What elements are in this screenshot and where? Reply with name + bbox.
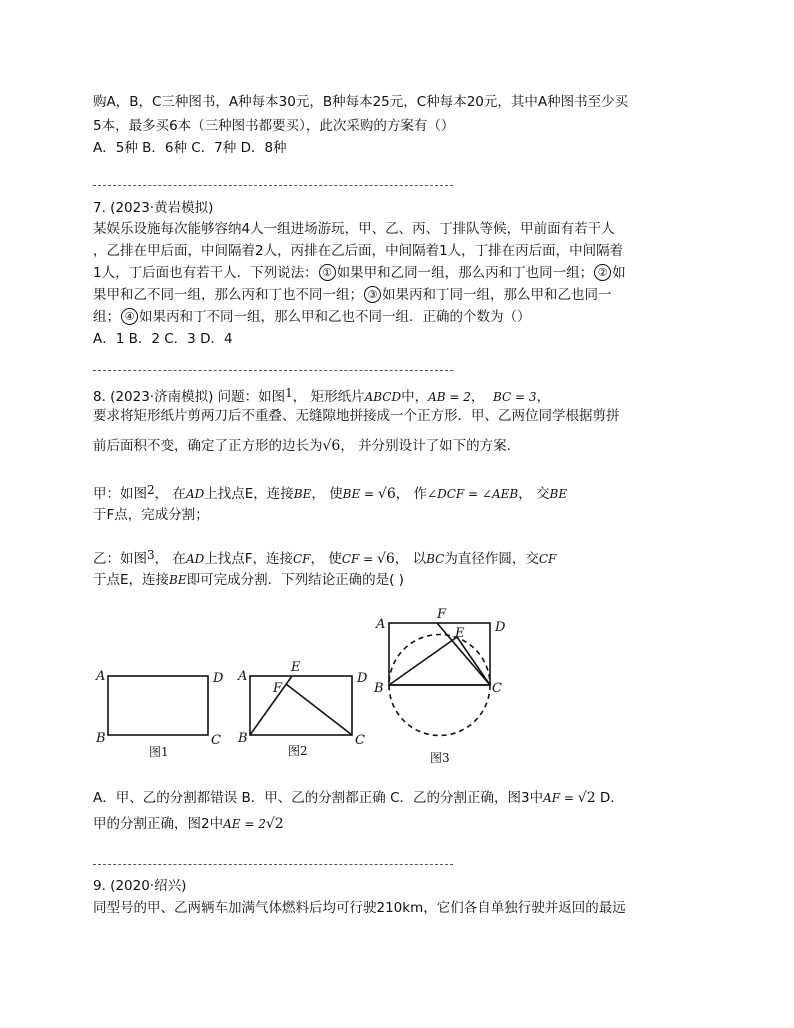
q8-text: ， 使 <box>310 551 342 567</box>
math-abcd: ABCD <box>364 390 402 404</box>
separator <box>93 185 453 186</box>
q7-text: 如果丙和丁不同一组，那么甲和乙也不同一组．正确的个数为（） <box>139 309 531 325</box>
fig3-label-a: A <box>376 617 386 632</box>
fig3-caption: 图3 <box>430 751 450 765</box>
fig1-caption: 图1 <box>149 745 169 759</box>
q8-options-line-1 <box>93 788 624 808</box>
geometry-figures <box>0 600 794 770</box>
separator <box>93 370 453 371</box>
math-be: BE <box>169 573 187 587</box>
q8-text: ， 并分别设计了如下的方案. <box>340 438 511 454</box>
q6-options: A．5种 B．6种 C．7种 D．8种 <box>93 140 287 156</box>
fig2-label-d: D <box>357 671 368 686</box>
q7-text: 如果丙和丁同一组，那么甲和乙也同一 <box>382 287 612 303</box>
math-sqrt6: √6 <box>377 486 396 502</box>
q7-text: 果甲和乙不同一组，那么丙和丁也不同一组； <box>93 287 363 303</box>
circled-number-4: ④ <box>121 308 138 325</box>
q7-line-2: ，乙排在甲后面，中间隔着2人，丙排在乙后面，中间隔着1人，丁排在丙后面，中间隔着 <box>93 243 624 259</box>
math-sqrt6: √6 <box>322 438 341 454</box>
fig2-line-fc <box>286 684 352 735</box>
math-ab-eq: AB = 2 <box>428 390 471 404</box>
q8-options-text: A．甲、乙的分割都错误 B．甲、乙的分割都正确 C．乙的分割正确，图3中 <box>93 790 544 806</box>
q8-jia-line-2: 于F点，完成分割； <box>93 507 209 523</box>
q7-header: 7. (2023·黄岩模拟) <box>93 200 214 216</box>
fig3-label-c: C <box>492 681 502 696</box>
fig2-label-f: F <box>273 681 283 696</box>
fig1-label-d: D <box>213 671 224 686</box>
q8-line-1 <box>93 383 550 407</box>
q7-text: 如 <box>612 265 626 281</box>
q8-yi-line-1 <box>93 545 556 569</box>
math-bc: BC <box>426 552 445 566</box>
q8-text: 前后面积不变，确定了正方形的边长为 <box>93 438 323 454</box>
q8-options-text: 甲的分割正确，图2中 <box>93 816 224 832</box>
q8-text: 于点E，连接 <box>93 572 170 588</box>
math-sqrt2: √2 <box>577 790 596 806</box>
q8-text: ， <box>470 389 485 405</box>
q8-text: 上找点E，连接 <box>204 486 294 502</box>
math-ae-eq: AE = 2 <box>223 817 266 831</box>
q7-text: 组； <box>93 309 120 325</box>
q7-line-5 <box>93 307 531 327</box>
q8-text: ， 使 <box>311 486 343 502</box>
fig1-label-a: A <box>96 669 106 684</box>
q8-text: ， 在 <box>154 486 186 502</box>
q6-line-1: 购A，B，C三种图书，A种每本30元，B种每本25元，C种每本20元，其中A种图书至少买 <box>93 94 629 110</box>
q8-options-line-2 <box>93 814 284 834</box>
math-be: BE <box>549 487 568 501</box>
fig3-rectangle <box>389 623 490 685</box>
fig1-label-b: B <box>96 731 106 746</box>
fig3-label-e: E <box>455 626 465 641</box>
separator <box>93 864 453 865</box>
math-be-eq: BE = <box>342 487 378 501</box>
fig2-rectangle <box>250 676 352 735</box>
fig3-label-d: D <box>495 620 506 635</box>
q6-line-2: 5本，最多买6本（三种图书都要买），此次采购的方案有（） <box>93 118 455 134</box>
fig2-label-a: A <box>238 669 248 684</box>
q7-options: A．1 B．2 C．3 D．4 <box>93 331 233 347</box>
fig2-label-e: E <box>291 660 301 675</box>
q8-header: 8. (2023·济南模拟) 问题：如图 <box>93 389 286 405</box>
fig-ref: 2 <box>147 483 155 497</box>
q8-jia-line-1 <box>93 480 567 504</box>
math-cf: CF <box>293 552 311 566</box>
q8-text: ， 以 <box>394 551 427 567</box>
circled-number-3: ③ <box>364 286 381 303</box>
q8-text: ， 矩形纸片 <box>292 389 365 405</box>
q9-line-1: 同型号的甲、乙两辆车加满气体燃料后均可行驶210km，它们各自单独行驶并返回的最远 <box>93 900 626 916</box>
q9-header: 9. (2020·绍兴) <box>93 878 187 894</box>
fig3-label-f: F <box>437 607 447 622</box>
fig3-line-be <box>389 637 457 685</box>
q8-text: 甲：如图 <box>93 486 147 502</box>
q7-line-3 <box>93 263 626 283</box>
fig2-line-be <box>250 676 292 735</box>
q8-text: 乙：如图 <box>93 551 147 567</box>
q8-text: 为直径作圆，交 <box>444 551 539 567</box>
math-bc-eq: BC = 3 <box>493 390 537 404</box>
fig1-rectangle <box>108 676 208 735</box>
q8-text: 即可完成分割．下列结论正确的是( ) <box>186 572 404 588</box>
fig3-line-ec <box>457 637 490 685</box>
math-be: BE <box>293 487 312 501</box>
q8-text: ， 交 <box>518 486 550 502</box>
q8-line-2: 要求将矩形纸片剪两刀后不重叠、无缝隙地拼接成一个正方形．甲、乙两位同学根据剪拼 <box>93 408 620 424</box>
fig-ref: 3 <box>147 548 155 562</box>
math-angle-eq: ∠DCF = ∠AEB <box>427 487 519 501</box>
q8-line-3 <box>93 436 511 456</box>
q7-text: 如果甲和乙同一组，那么丙和丁也同一组； <box>336 265 594 281</box>
q8-yi-line-2 <box>93 570 404 590</box>
fig3-label-b: B <box>374 681 384 696</box>
fig1-label-c: C <box>211 733 221 748</box>
math-af-eq: AF = <box>543 791 578 805</box>
circled-number-2: ② <box>594 264 611 281</box>
q8-text: ， 在 <box>154 551 186 567</box>
q8-text: 中， <box>401 389 429 405</box>
math-cf-eq: CF = <box>341 552 378 566</box>
fig2-label-b: B <box>238 731 248 746</box>
fig2-label-c: C <box>355 733 365 748</box>
q7-line-1: 某娱乐设施每次能够容纳4人一组进场游玩，甲、乙、丙、丁排队等候，甲前面有若干人 <box>93 221 615 237</box>
math-ad: AD <box>185 552 205 566</box>
circled-number-1: ① <box>319 264 336 281</box>
q7-line-4 <box>93 285 612 305</box>
math-cf: CF <box>538 552 557 566</box>
math-ad: AD <box>185 487 205 501</box>
q7-text: 1人，丁后面也有若干人．下列说法： <box>93 265 318 281</box>
fig2-caption: 图2 <box>288 744 308 758</box>
q8-text: ， 作 <box>395 486 428 502</box>
q8-options-text: D． <box>595 790 624 806</box>
math-sqrt2: √2 <box>265 816 284 832</box>
q8-text: 上找点F，连接 <box>204 551 293 567</box>
q8-text: ， <box>536 389 551 405</box>
math-sqrt6: √6 <box>377 551 395 567</box>
fig-ref: 1 <box>285 386 293 400</box>
